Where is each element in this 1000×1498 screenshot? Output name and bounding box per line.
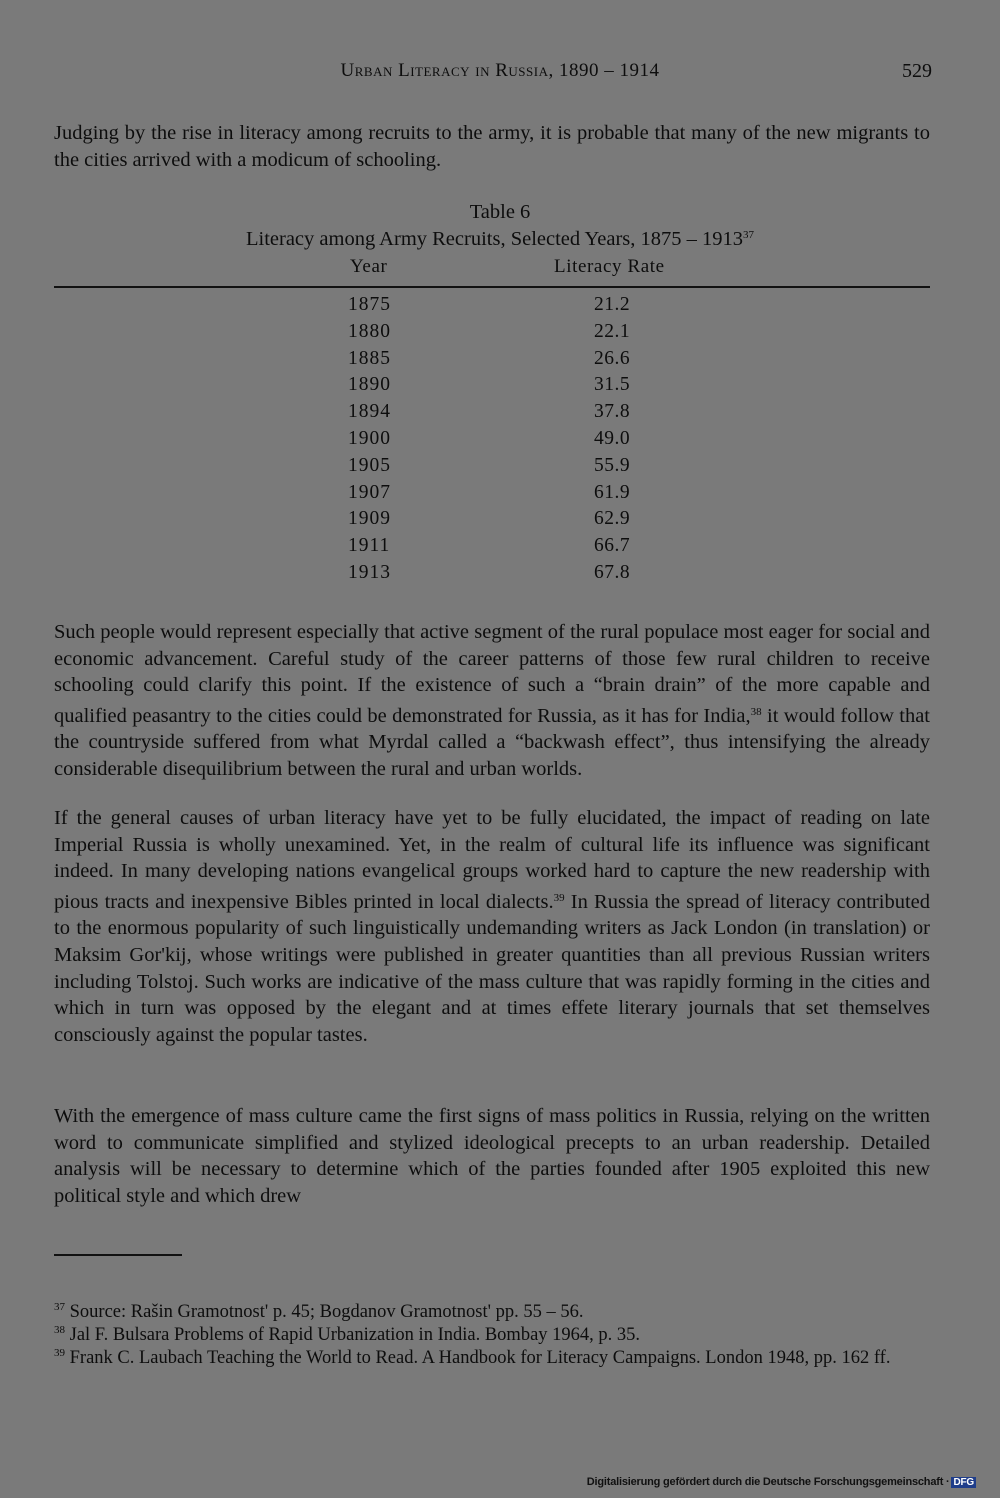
table-cell-rate: 55.9 — [594, 454, 631, 476]
table-cell-year: 1909 — [348, 508, 391, 530]
footnote-text: Source: Rašin Gramotnost' p. 45; Bogdanov Gramotnost' pp. 55 – 56. — [69, 1302, 584, 1322]
paragraph-text: If the general causes of urban literacy have yet to be fully elucidated, the impact of reading on late Imperial Russia is wholly unexamined. Yet, in the realm of cultural life its influence was significant indeed. In many developing nations evangelical groups worked hard to capture the new readership with pious tracts and inexpensive Bibles printed in local dialects. — [54, 807, 930, 913]
table-cell-rate: 49.0 — [594, 428, 631, 449]
footnote-ref-37: 37 — [743, 229, 755, 241]
table-cell-year: 1913 — [348, 562, 391, 583]
footnote-ref-38: 38 — [750, 705, 762, 718]
page-number: 529 — [902, 60, 932, 82]
table-cell-year: 1907 — [348, 481, 391, 503]
table-cell-year: 1875 — [348, 294, 391, 315]
table-caption-text: Literacy among Army Recruits, Selected Years, 1875 – 1913 — [245, 228, 744, 250]
column-header-year: Year — [350, 256, 388, 277]
table-label: Table 6 — [469, 201, 531, 223]
running-title: Urban Literacy in Russia, 1890 – 1914 — [340, 60, 660, 81]
paragraph-text: it would follow that the countryside suffered from what Myrdal called a “backwash effect”, thus intensifying the already considerable disequilibrium between the rural and urban worlds. — [54, 704, 930, 780]
dfg-logo: DFG — [953, 1477, 974, 1488]
table-cell-rate: 37.8 — [594, 401, 631, 423]
table-cell-rate: 21.2 — [594, 294, 631, 315]
funding-note — [587, 1476, 976, 1488]
paragraph-impact-of-reading — [54, 805, 930, 1048]
footnote-number: 38 — [54, 1324, 65, 1336]
footnote-number: 37 — [54, 1301, 65, 1313]
footnote-39 — [54, 1342, 934, 1370]
table-cell-rate: 26.6 — [594, 347, 631, 369]
footnote-text: Frank C. Laubach Teaching the World to Read. A Handbook for Literacy Campaigns. London 1948, pp. 162 ff. — [69, 1348, 891, 1368]
table-caption — [0, 228, 1000, 251]
table-cell-rate: 67.8 — [594, 562, 631, 583]
intro-paragraph: Judging by the rise in literacy among recruits to the army, it is probable that many of the new migrants to the cities arrived with a modicum of schooling. — [54, 122, 930, 171]
footnote-rule — [54, 1254, 182, 1256]
table-cell-year: 1911 — [348, 535, 391, 557]
table-cell-year: 1905 — [348, 454, 391, 476]
table-rule — [54, 286, 930, 288]
footnote-ref-39: 39 — [553, 891, 565, 904]
footnote-text: Jal F. Bulsara Problems of Rapid Urbanization in India. Bombay 1964, p. 35. — [69, 1325, 641, 1345]
table-cell-year: 1894 — [348, 401, 391, 423]
table-cell-year: 1885 — [348, 347, 391, 369]
paragraph-text: Such people would represent especially that active segment of the rural populace most eager for social and economic advancement. Careful study of the career patterns of those few rural children to receive schooling could clarify this point. If the existence of such a “brain drain” of the more capable and qualified peasantry to the cities could be demonstrated for Russia, as it has for India, — [54, 621, 930, 727]
table-cell-rate: 66.7 — [594, 535, 631, 557]
table-cell-rate: 22.1 — [594, 320, 631, 342]
table-cell-rate: 31.5 — [594, 374, 631, 396]
paragraph-mass-politics: With the emergence of mass culture came the first signs of mass politics in Russia, relying on the written word to communicate simplified and stylized ideological precepts to an urban readership. Detailed analysis will be necessary to determine which of the parties founded after 1905 exploited this new political style and which drew — [54, 1105, 930, 1207]
table-cell-rate: 62.9 — [594, 508, 631, 530]
table-cell-year: 1890 — [348, 374, 391, 396]
footnote-number: 39 — [54, 1347, 65, 1359]
table-cell-rate: 61.9 — [594, 481, 631, 503]
funding-text: Digitalisierung gefördert durch die Deutsche Forschungsgemeinschaft · — [586, 1476, 950, 1488]
paragraph-brain-drain — [54, 619, 930, 783]
table-cell-year: 1900 — [348, 428, 391, 449]
paragraph-text: In Russia the spread of literacy contributed to the enormous popularity of such linguistically undemanding writers as Jack London (in translation) or Maksim Gor'kij, whose writings were published in greater quantities than all previous Russian writers including Tolstoj. Such works are indicative of the mass culture that was rapidly forming in the cities and which in turn was opposed by the elegant and at times effete literary journals that set themselves consciously against the popular tastes. — [54, 890, 930, 1046]
table-cell-year: 1880 — [348, 320, 391, 342]
column-header-rate: Literacy Rate — [554, 256, 665, 277]
